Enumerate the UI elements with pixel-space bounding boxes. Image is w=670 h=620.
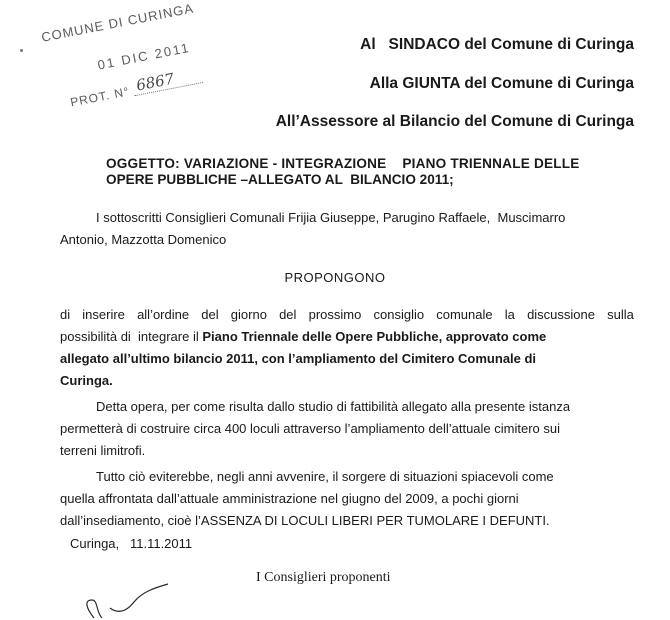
word: all’ordine xyxy=(137,307,190,322)
opera-line-1: Detta opera, per come risulta dallo studio di fattibilità allegato alla presente istanza xyxy=(96,399,571,414)
stamp-date: 01 DIC 2011 xyxy=(96,39,192,73)
word: consiglio xyxy=(373,307,425,322)
opera-line-3: terreni limitrofi. xyxy=(60,443,146,458)
proposal-line-3: allegato all’ultimo bilancio 2011, con l’ampliamento del Cimitero Comunale di xyxy=(60,351,537,366)
proposal-line-2-plain: possibilità di integrare il xyxy=(60,329,203,344)
addressee-assessore: All’Assessore al Bilancio del Comune di Curinga xyxy=(275,113,634,130)
proposal-line-2 xyxy=(60,327,634,347)
subject-line-1: OGGETTO: VARIAZIONE - INTEGRAZIONE PIANO TRIENNALE DELLE xyxy=(106,156,580,171)
word: sulla xyxy=(607,307,634,322)
proposal-line-1 xyxy=(60,305,634,325)
tutto-line-3: dall’insediamento, cioè l’ASSENZA DI LOCULI LIBERI PER TUMOLARE I DEFUNTI. xyxy=(60,513,550,528)
tutto-line-2: quella affrontata dall’attuale amministrazione nel giugno del 2009, a pochi giorni xyxy=(60,491,519,506)
stamp-prot-number: 6867 xyxy=(134,69,176,95)
ink-dot xyxy=(20,49,23,52)
propongono-heading: PROPONGONO xyxy=(284,270,386,285)
word: prossimo xyxy=(308,307,362,322)
word: comunale xyxy=(436,307,493,322)
tutto-line-1: Tutto ciò eviterebbe, negli anni avvenire, il sorgere di situazioni spiacevoli come xyxy=(96,469,554,484)
word: di xyxy=(60,307,71,322)
word: inserire xyxy=(82,307,125,322)
proposal-line-4: Curinga. xyxy=(60,373,113,388)
signers-line-1: I sottoscritti Consiglieri Comunali Frijia Giuseppe, Parugino Raffaele, Muscimarro xyxy=(96,210,566,225)
stamp-prot-label: PROT. N° xyxy=(69,84,131,110)
word: del xyxy=(279,307,297,322)
protocol-stamp xyxy=(28,0,232,128)
word: giorno xyxy=(230,307,267,322)
addressee-sindaco: Al SINDACO del Comune di Curinga xyxy=(360,36,634,53)
date-place: Curinga, 11.11.2011 xyxy=(70,536,193,551)
stamp-title: COMUNE DI CURINGA xyxy=(40,0,196,45)
subject-line-2: OPERE PUBBLICHE –ALLEGATO AL BILANCIO 2011; xyxy=(106,172,454,187)
opera-line-2: permetterà di costruire circa 400 loculi attraverso l’ampliamento dell’attuale cimitero sui xyxy=(60,421,560,436)
handwritten-signature xyxy=(72,578,182,620)
word: discussione xyxy=(527,307,595,322)
signatories-label: I Consiglieri proponenti xyxy=(256,570,391,585)
addressee-giunta: Alla GIUNTA del Comune di Curinga xyxy=(369,75,634,92)
word: la xyxy=(504,307,515,322)
word: del xyxy=(201,307,219,322)
subject xyxy=(106,156,634,188)
proposal-line-2-bold: Piano Triennale delle Opere Pubbliche, approvato come xyxy=(202,329,547,344)
signers-line-2: Antonio, Mazzotta Domenico xyxy=(60,232,227,247)
